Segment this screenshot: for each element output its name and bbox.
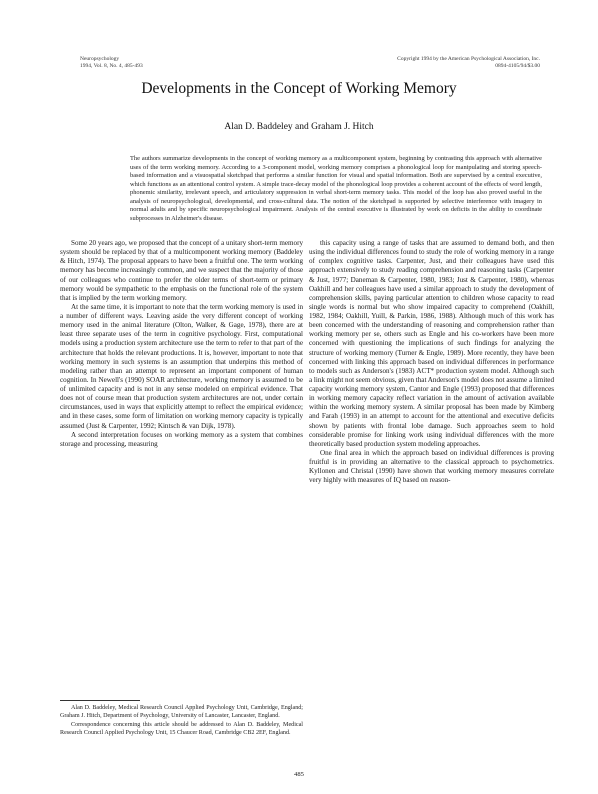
correspondence-note: Correspondence concerning this article should be addressed to Alan D. Baddeley, Medical Research Council Applied Psychology Unit, 15 Chaucer Road, Cambridge CB2 2EF, England. [60,721,303,737]
journal-name: Neuropsychology [80,56,120,62]
author-footnote [60,704,303,738]
paragraph: A second interpretation focuses on working memory as a system that combines storage and processing, measuring [60,430,303,448]
issn-info: 0894-4105/94/$3.00 [495,63,540,69]
paper-title: Developments in the Concept of Working Memory [141,80,457,97]
affiliation-note: Alan D. Baddeley, Medical Research Council Applied Psychology Unit, Cambridge, England; Graham J. Hitch, Department of Psychology, University of Lancaster, Lancaster, England. [60,705,303,720]
paragraph: One final area in which the approach based on individual differences is proving fruitful is in providing an alternative to the classical approach to psychometrics. Kyllonen and Christal (1990) have shown that working memory measures correlate very highly with measures of IQ based on reason- [309,448,554,485]
paragraph: Some 20 years ago, we proposed that the concept of a unitary short-term memory system should be replaced by that of a multicomponent working memory (Baddeley & Hitch, 1974). The proposal appears to have been a fruitful one. The term working memory has become increasingly common, and we suspect that the majority of those of our colleagues who continue to prefer the older terms of short-term or primary memory would be sympathetic to the emphasis on the functional role of the system that is implied by the term working memory. [60,239,303,302]
page-number: 485 [294,771,304,778]
footnote-divider [60,700,140,701]
body-left-column [60,239,303,767]
paper-authors: Alan D. Baddeley and Graham J. Hitch [224,122,374,132]
journal-header [80,56,143,70]
paragraph: At the same time, it is important to note that the term working memory is used in a number of different ways. Leaving aside the very different concept of working memory used in the animal literature (Olton, Walker, & Gage, 1978), there are at least three separate uses of the term in cognitive psychology. First, computational models using a production system architecture use the term to refer to that part of the architecture that holds the relevant productions. It is, however, important to note that working memory in such systems is an assumption that underpins this method of modeling rather than an attempt to represent an important component of human cognition. In Newell's (1990) SOAR architecture, working memory is assumed to be of unlimited capacity and is not in any sense modeled on empirical evidence. That does not of course mean that production system architectures are not, under certain circumstances, used in ways that explicitly attempt to reflect the empirical evidence; and in these cases, some form of limitation on working memory capacity is typically assumed (Just & Carpenter, 1992; Kintsch & van Dijk, 1978). [60,302,303,430]
paragraph: this capacity using a range of tasks that are assumed to demand both, and then using the individual differences found to study the role of working memory in a range of complex cognitive tasks. Carpenter, Just, and their colleagues have used this approach extensively to study reading comprehension and reasoning tasks (Carpenter & Just, 1977; Daneman & Carpenter, 1980, 1983; Just & Carpenter, 1980), whereas Oakhill and her colleagues have used a similar approach to study the development of comprehension skills, paying particular attention to children whose capacity to read single words is normal but who show impaired capacity to comprehend (Oakhill, 1982, 1984; Oakhill, Yuill, & Parkin, 1986, 1988). Although much of this work has been concerned with the understanding of reasoning and comprehension rather than working memory per se, others such as Engle and his co-workers have been more concerned with questioning the implications of such findings for analyzing the structure of working memory (Turner & Engle, 1989). More recently, they have been concerned with linking this approach based on individual differences in performance to models such as Anderson's (1983) ACT* production system model. Although such a link might not seem obvious, given that Anderson's model does not assume a limited capacity working memory system, Cantor and Engle (1993) proposed that differences in working memory capacity reflect variation in the amount of activation available within the working memory system. A similar proposal has been made by Kimberg and Farah (1993) in an attempt to account for the attentional and executive deficits shown by patients with frontal lobe damage. Such approaches seem to hold considerable promise for linking work using individual differences with the more theoretically based production system modeling approaches. [309,239,554,448]
volume-info: 1994, Vol. 8, No. 4, 485-493 [80,63,143,69]
copyright-header [397,56,540,70]
body-right-column [309,239,554,779]
abstract: The authors summarize developments in the concept of working memory as a multicomponent system, beginning by contrasting this approach with alternative uses of the term working memory. According to a 3-component model, working memory comprises a phonological loop for manipulating and storing speech-based information and a visuospatial sketchpad that performs a similar function for visual and spatial information. Both are supervised by a central executive, which functions as an attentional control system. A simple trace-decay model of the phonological loop provides a coherent account of the effects of word length, phonemic similarity, irrelevant speech, and articulatory suppression in verbal short-term memory tasks. This model of the loop has also proved useful in the analysis of neuropsychological, developmental, and cross-cultural data. The notion of the sketchpad is supported by selective interference with imagery in normal adults and by specific neuropsychological impairment. Analysis of the central executive is illustrated by work on deficits in the ability to coordinate subprocesses in Alzheimer's disease. [130,155,542,222]
copyright-notice: Copyright 1994 by the American Psychological Association, Inc. [397,56,540,62]
